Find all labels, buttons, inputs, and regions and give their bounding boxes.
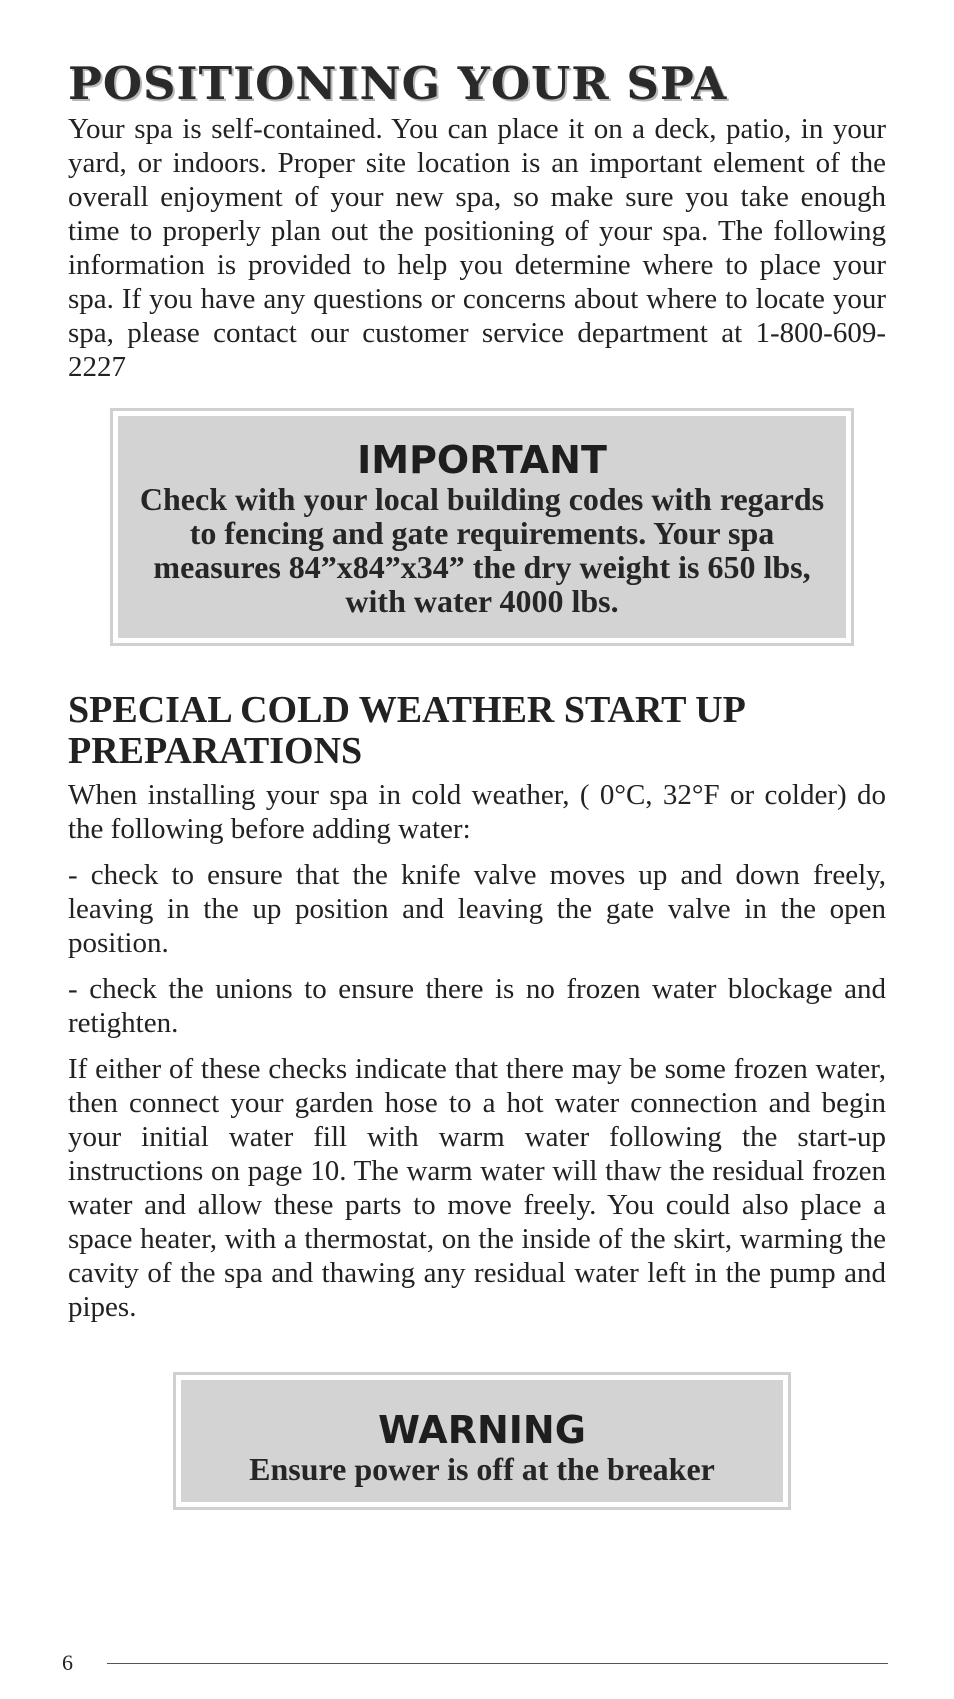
footer-divider <box>107 1663 888 1664</box>
cold-weather-paragraph: - check to ensure that the knife valve moves up and down freely, leaving in the up position and leaving the gate valve in the open position. <box>68 859 886 959</box>
important-callout-inner <box>118 416 846 638</box>
important-heading: IMPORTANT <box>357 438 607 482</box>
cold-weather-title: SPECIAL COLD WEATHER START UP PREPARATIONS <box>68 689 744 772</box>
important-callout <box>110 408 854 646</box>
cold-weather-paragraph: If either of these checks indicate that there may be some frozen water, then connect your garden hose to a hot water connection and begin your initial water fill with warm water following the start-up instructions on page 10. The warm water will thaw the residual frozen water and allow these parts to move freely. You could also place a space heater, with a thermostat, on the inside of the skirt, warming the cavity of the spa and thawing any residual water left in the pump and pipes. <box>68 1053 886 1323</box>
warning-callout-inner <box>181 1380 783 1502</box>
cold-weather-body <box>68 778 886 1324</box>
cold-weather-paragraph: When installing your spa in cold weather, ( 0°C, 32°F or colder) do the following before adding water: <box>68 779 886 845</box>
warning-heading: WARNING <box>378 1408 586 1452</box>
important-text: Check with your local building codes with regards to fencing and gate requirements. Your spa measures 84”x84”x34” the dry weight is 650 lbs, with water 4000 lbs. <box>139 481 825 619</box>
positioning-title: POSITIONING YOUR SPA <box>68 57 728 110</box>
positioning-paragraph: Your spa is self-contained. You can place it on a deck, patio, in your yard, or indoors. Proper site location is an important element of the overall enjoyment of your new spa, so make sure you take enough time to properly plan out the positioning of your spa. The following information is provided to help you determine where to place your spa. If you have any questions or concerns about where to locate your spa, please contact our customer service department at 1-800-609-2227 <box>68 113 886 383</box>
manual-page <box>68 56 886 1510</box>
warning-text: Ensure power is off at the breaker <box>249 1451 715 1487</box>
page-number: 6 <box>62 1650 73 1675</box>
page-footer <box>62 1650 888 1680</box>
cold-weather-paragraph: - check the unions to ensure there is no frozen water blockage and retighten. <box>68 973 886 1039</box>
warning-callout <box>173 1372 791 1510</box>
